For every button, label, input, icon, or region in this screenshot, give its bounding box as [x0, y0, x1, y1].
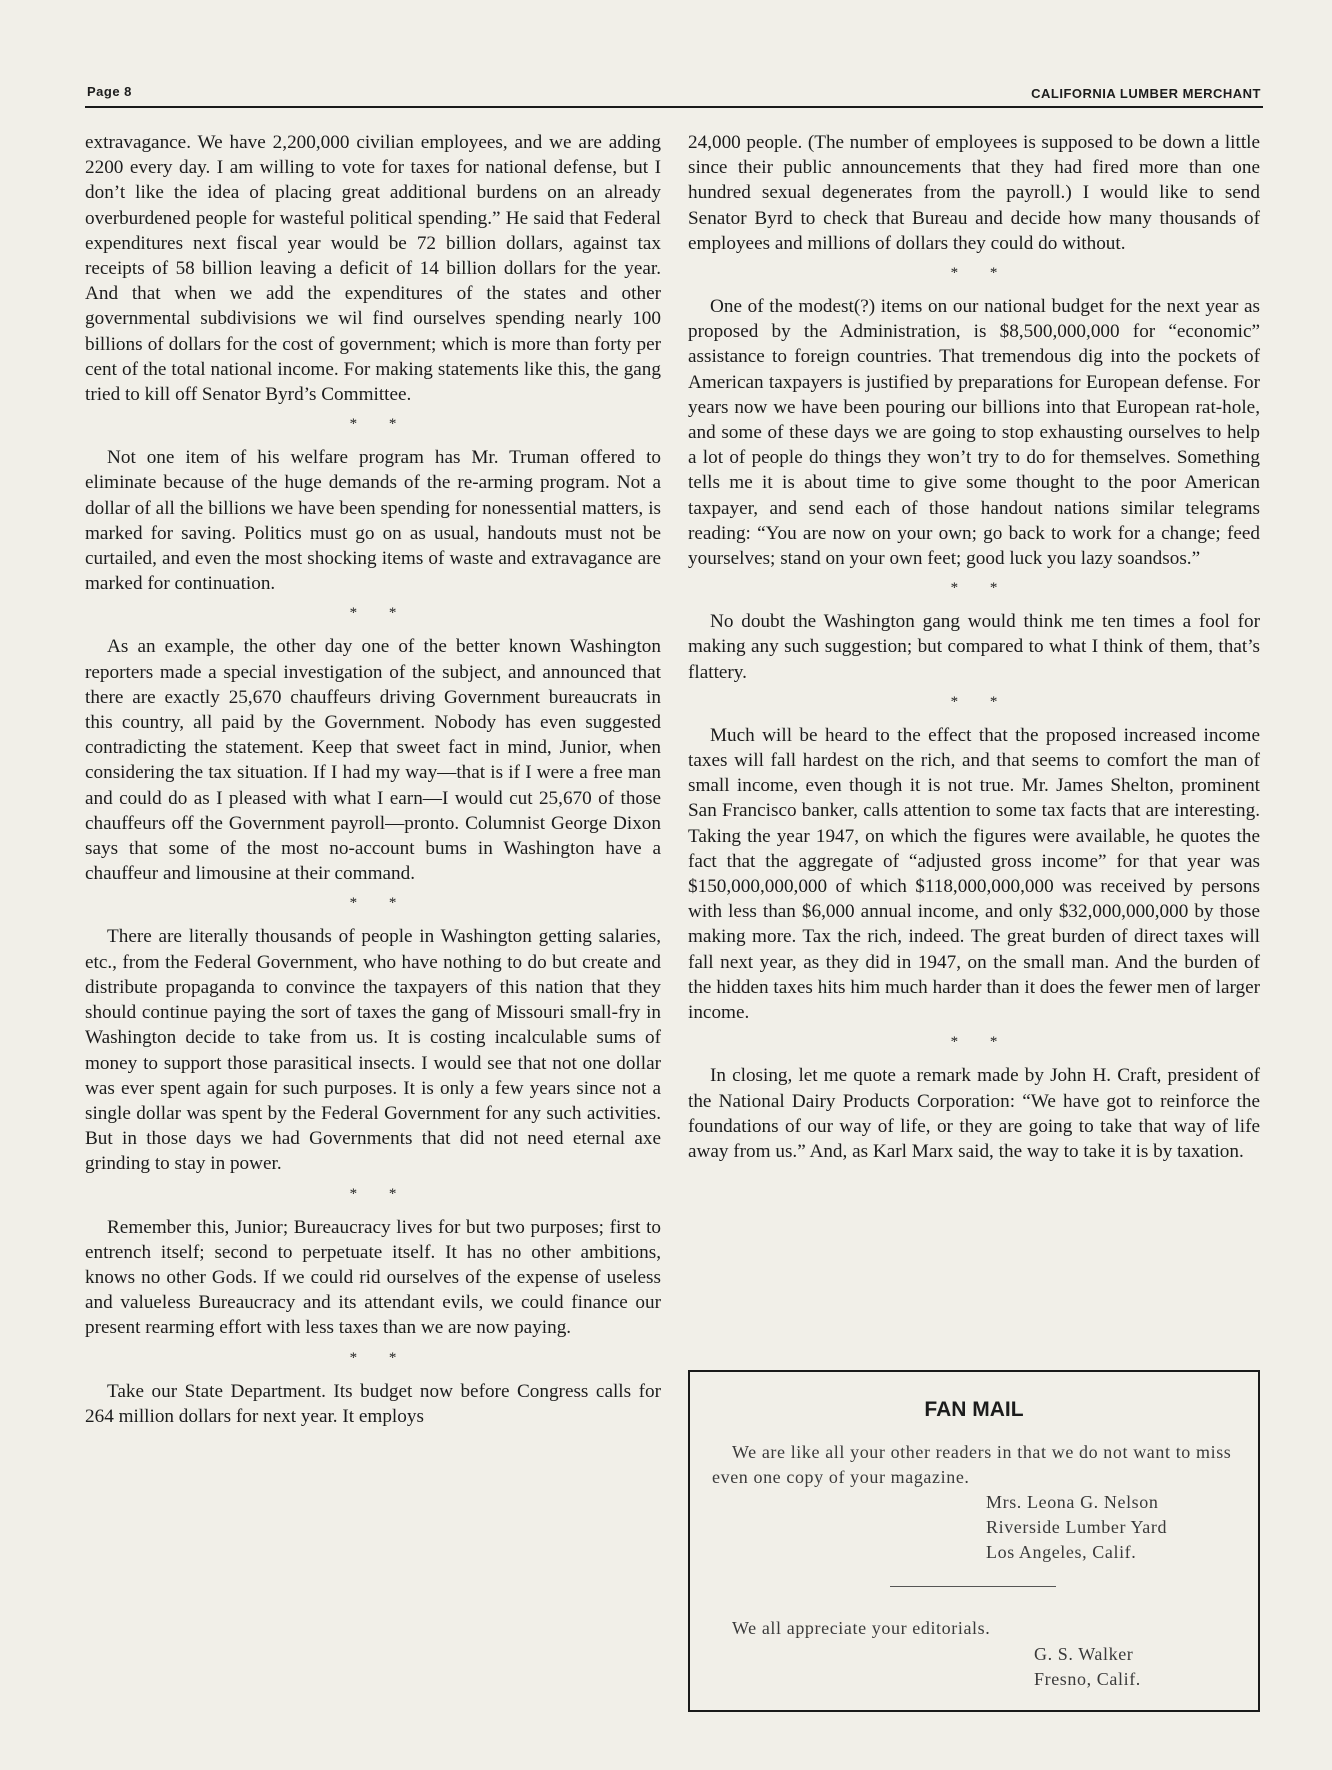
section-separator: * * [349, 1349, 411, 1366]
fan-mail-letter-1-text: We are like all your other readers in that we do not want to miss even one copy of your magazine. [712, 1442, 1232, 1487]
left-paragraph-2: Not one item of his welfare program has Mr. Truman offered to eliminate because of the huge demands of the re-arming program. Not a dollar of all the billions we have been spending for nonessential matters, is marked for saving. Politics must go on as usual, handouts must not be curtailed, and even the most shocking items of waste and extravagance are marked for continuation. [85, 447, 661, 595]
left-paragraph-1: extravagance. We have 2,200,000 civilian employees, and we are adding 2200 every day. I am willing to vote for taxes for national defense, but I don’t like the idea of placing great additional burdens on an already overburdened people for wasteful political spending.” He said that Federal expenditures next fiscal year would be 72 billion dollars, against tax receipts of 58 billion leaving a deficit of 14 billion dollars for the year. And that when we add the expenditures of the states and other governmental subdivisions we wil find ourselves spending nearly 100 billions of dollars for the cost of government; which is more than forty per cent of the total national income. For making statements like this, the gang tried to kill off Senator Byrd’s Committee. [85, 132, 661, 406]
section-separator: * * [950, 580, 1012, 597]
left-paragraph-6: Take our State Department. Its budget now before Congress calls for 264 million dollars for next year. It employs [85, 1380, 661, 1427]
fan-mail-letter-1-name: Mrs. Leona G. Nelson [986, 1492, 1159, 1512]
fan-mail-letter-2-text: We all appreciate your editorials. [732, 1618, 991, 1638]
page-number: Page 8 [87, 84, 132, 99]
fan-mail-letter-1-company: Riverside Lumber Yard [986, 1517, 1168, 1537]
right-paragraph-2: One of the modest(?) items on our national budget for the next year as proposed by the Administration, is $8,500,000,000 for “economic” assistance to foreign countries. That tremendous dig into the pockets of American taxpayers is justified by preparations for European defense. For years now we have been pouring our billions into that European rat-hole, and some of these days we are going to stop exhausting ourselves to help a lot of people do things they won’t try to do for themselves. Something tells me it is about time to give some thought to the poor American taxpayer, and send each of those handout nations similar telegrams reading: “You are now on your own; go back to work for a change; feed yourselves; stand on your own feet; good luck you lazy soandsos.” [688, 296, 1260, 570]
page-header [85, 78, 1263, 108]
fan-mail-letter-1-location: Los Angeles, Calif. [986, 1542, 1137, 1562]
left-paragraph-5: Remember this, Junior; Bureaucracy lives for but two purposes; first to entrench itself; second to perpetuate itself. It has no other ambitions, knows no other Gods. If we could rid ourselves of the expense of useless and valueless Bureaucracy and its attendant evils, we could finance our present rearming effort with less taxes than we are now paying. [85, 1216, 661, 1339]
section-separator: * * [349, 1185, 411, 1202]
fan-mail-title: FAN MAIL [924, 1398, 1024, 1421]
fan-mail-letter-2-name: G. S. Walker [1034, 1644, 1134, 1664]
section-separator: * * [950, 265, 1012, 282]
right-column [688, 130, 1260, 1164]
section-separator: * * [349, 605, 411, 622]
right-paragraph-4: Much will be heard to the effect that the proposed increased income taxes will fall hardest on the rich, and that seems to comfort the man of small income, even though it is not true. Mr. James Shelton, prominent San Francisco banker, calls attention to some tax facts that are interesting. Taking the year 1947, on which the figures were available, he quotes the fact that the aggregate of “adjusted gross income” for that year was $150,000,000,000 of which $118,000,000,000 was received by persons with less than $6,000 annual income, and only $32,000,000,000 by those making more. Tax the rich, indeed. The great burden of direct taxes will fall next year, as they did in 1947, on the small man. And the burden of the hidden taxes hits him much harder than it does the fewer men of larger income. [688, 724, 1260, 1024]
left-column [85, 130, 661, 1429]
left-paragraph-4: There are literally thousands of people in Washington getting salaries, etc., from the Federal Government, who have nothing to do but create and distribute propaganda to convince the taxpayers of this nation that they should continue paying the sort of taxes the gang of Missouri small-fry in Washington decide to take from us. It is costing incalculable sums of money to support those parasitical insects. I would see that not one dollar was ever spent again for such purposes. It is only a few years since not a single dollar was spent by the Federal Government for any such activities. But in those days we had Governments that did not need eternal axe grinding to stay in power. [85, 926, 661, 1175]
fan-mail-divider [890, 1586, 1056, 1587]
left-paragraph-3: As an example, the other day one of the better known Washington reporters made a special investigation of the subject, and announced that there are exactly 25,670 chauffeurs driving Government bureaucrats in this country, all paid by the Government. Nobody has even suggested contradicting the statement. Keep that sweet fact in mind, Junior, when considering the tax situation. If I had my way—that is if I were a free man and could do as I pleased with what I earn—I would cut 25,670 of those chauffeurs off the Government payroll—pronto. Columnist George Dixon says that some of the most no-account bums in Washington have a chauffeur and limousine at their command. [85, 636, 661, 885]
publication-title: CALIFORNIA LUMBER MERCHANT [1031, 86, 1261, 101]
right-paragraph-5: In closing, let me quote a remark made by John H. Craft, president of the National Dairy Products Corporation: “We have got to reinforce the foundations of our way of life, or they are going to take that way of life away from us.” And, as Karl Marx said, the way to take it is by taxation. [688, 1065, 1260, 1162]
fan-mail-letter-2-location: Fresno, Calif. [1034, 1669, 1141, 1689]
section-separator: * * [950, 1034, 1012, 1051]
section-separator: * * [349, 895, 411, 912]
section-separator: * * [349, 416, 411, 433]
section-separator: * * [950, 693, 1012, 710]
fan-mail-box [688, 1370, 1260, 1712]
right-paragraph-1: 24,000 people. (The number of employees is supposed to be down a little since their public announcements that they had fired more than one hundred sexual degenerates from the payroll.) I would like to send Senator Byrd to check that Bureau and decide how many thousands of employees and millions of dollars they could do without. [688, 132, 1260, 254]
right-paragraph-3: No doubt the Washington gang would think me ten times a fool for making any such suggestion; but compared to what I think of them, that’s flattery. [688, 611, 1260, 683]
